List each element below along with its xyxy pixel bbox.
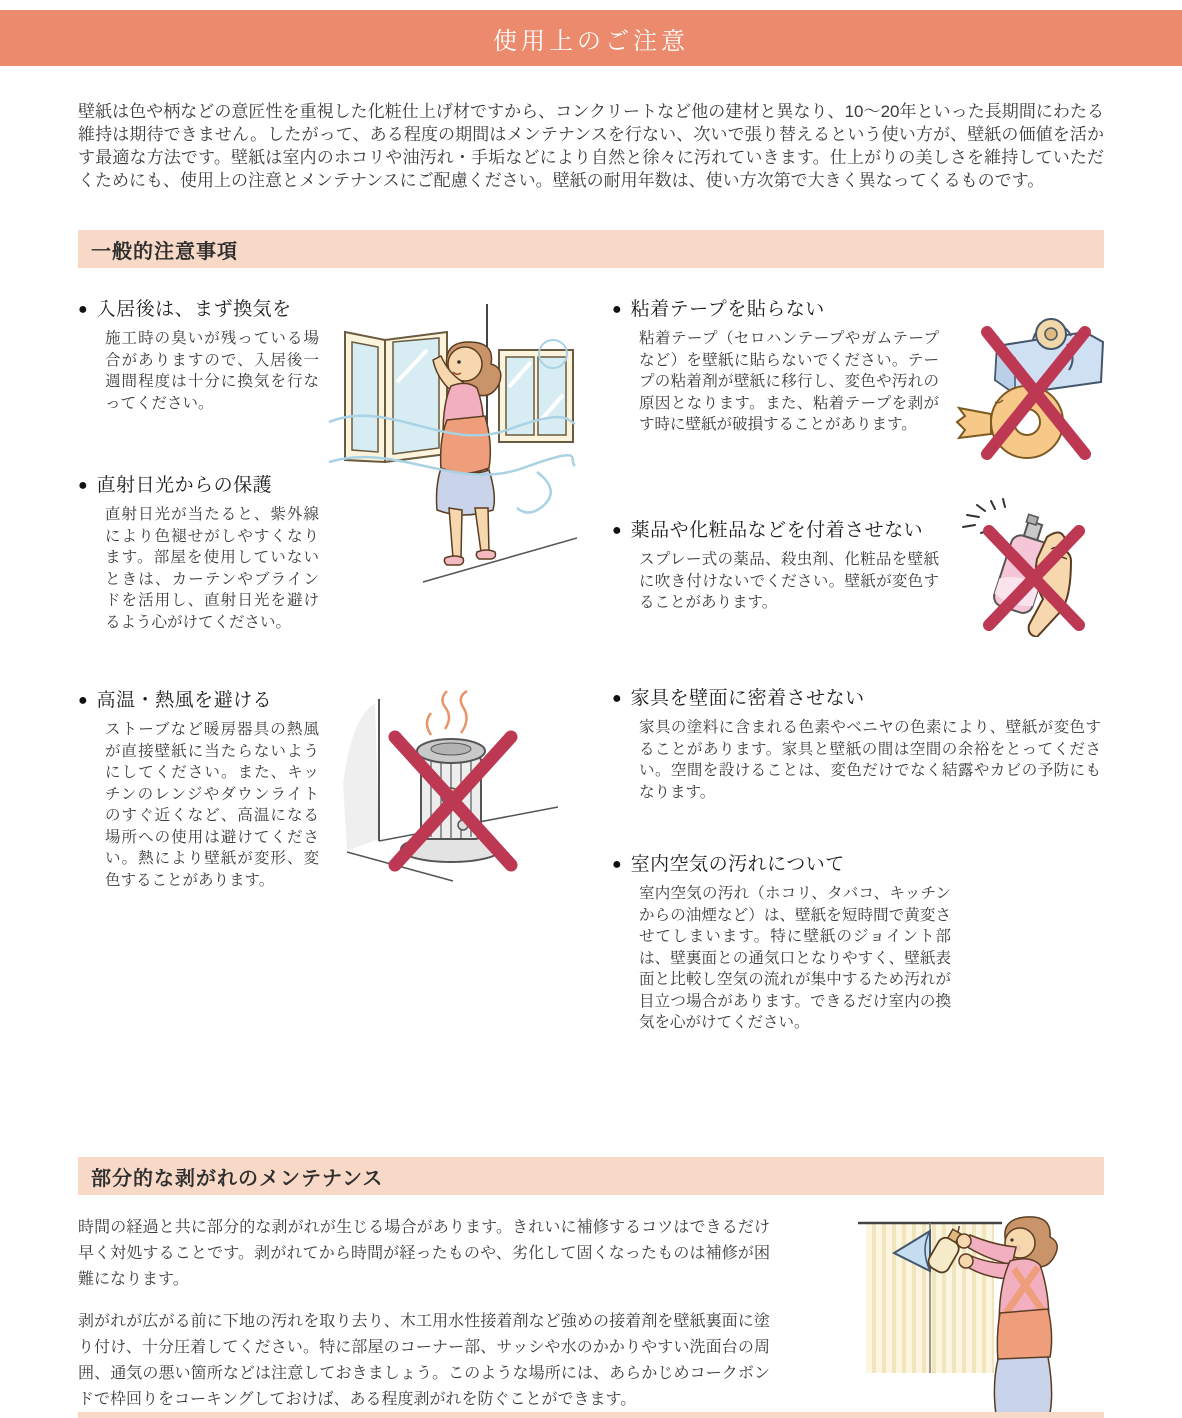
bullet-icon: ●: [612, 856, 622, 873]
item-title: 入居後は、まず換気を: [96, 299, 292, 320]
item-furniture: [612, 683, 1104, 803]
section-heading-maintenance-label: 部分的な剥がれのメンテナンス: [91, 1167, 384, 1190]
item-heat: [78, 685, 319, 891]
bullet-icon: ●: [612, 522, 622, 539]
item-title: 家具を壁面に密着させない: [630, 688, 865, 709]
item-indoor-air: [612, 849, 951, 1034]
item-body: ストーブなど暖房器具の熱風が直接壁紙に当たらないようにしてください。また、キッチンのレンジやダウンライトのすぐ近くなど、高温になる場所への使用は避けてください。熱により壁紙が変形、変色することがあります。: [105, 721, 319, 889]
bullet-icon: ●: [78, 477, 88, 494]
item-body: 室内空気の汚れ（ホコリ、タバコ、キッチンからの油煙など）は、壁紙を短時間で黄変させてしまいます。特に壁紙のジョイント部は、壁裏面との通気口となりやすく、壁紙表面と比較し空気の流れが集中するため汚れが目立つ場合があります。できるだけ室内の換気を心がけてください。: [639, 885, 951, 1031]
page-title: 使用上のご注意: [493, 27, 689, 55]
section-heading-maintenance: [78, 1157, 1104, 1195]
window-ventilation-illustration: [327, 302, 577, 607]
item-adhesive-tape: [612, 294, 939, 436]
item-chemicals: [612, 515, 939, 614]
maintenance-content: [78, 1215, 1104, 1418]
item-sunlight: [78, 470, 319, 633]
intro-paragraph: 壁紙は色や柄などの意匠性を重視した化粧仕上げ材ですから、コンクリートなど他の建材と異なり、10～20年といった長期間にわたる維持は期待できません。したがって、ある程度の期間はメンテナンスを行ない、次いで張り替えるという使い方が、壁紙の価値を活かす最適な方法です。壁紙は室内のホコリや油汚れ・手垢などにより自然と徐々に汚れていきます。仕上がりの美しさを維持していただくためにも、使用上の注意とメンテナンスにご配慮ください。壁紙の耐用年数は、使い方次第で大きく異なってくるものです。: [78, 102, 1104, 190]
maintenance-paragraph-1: 時間の経過と共に部分的な剥がれが生じる場合があります。きれいに補修するコツはできるだけ早く対処することです。剥がれてから時間が経ったものや、劣化して固くなったものは補修が困難になります。: [78, 1219, 770, 1288]
item-title: 粘着テープを貼らない: [630, 299, 825, 320]
item-body: スプレー式の薬品、殺虫剤、化粧品を壁紙に吹き付けないでください。壁紙が変色することがあります。: [639, 551, 939, 611]
general-columns: [78, 270, 1104, 1117]
item-ventilation: [78, 294, 319, 414]
page-title-banner: [0, 10, 1182, 66]
general-column-right: [612, 270, 1104, 1117]
bullet-icon: ●: [612, 301, 622, 318]
item-title: 室内空気の汚れについて: [630, 854, 845, 875]
bullet-icon: ●: [612, 690, 622, 707]
bullet-icon: ●: [78, 301, 88, 318]
item-body: 直射日光が当たると、紫外線により色褪せがしやすくなります。部屋を使用していないときは、カーテンやブラインドを活用し、直射日光を避けるよう心がけてください。: [105, 506, 319, 631]
maintenance-paragraph-2: 剥がれが広がる前に下地の汚れを取り去り、木工用水性接着剤など強めの接着剤を壁紙裏面に塗り付け、十分圧着してください。特に部屋のコーナー部、サッシや水のかかりやすい洗面台の周囲、通気の悪い箇所などは注意しておきましょう。このような場所には、あらかじめコークボンドで枠回りをコーキングしておけば、ある程度剥がれを防ぐことができます。: [78, 1313, 770, 1408]
item-body: 施工時の臭いが残っている場合がありますので、入居後一週間程度は十分に換気を行なってください。: [105, 330, 319, 412]
bullet-icon: ●: [78, 692, 88, 709]
item-body: 家具の塗料に含まれる色素やベニヤの色素により、壁紙が変色することがあります。家具と壁紙の間は空間の余裕をとってください。空間を設けることは、変色だけでなく結露やカビの予防にもなります。: [639, 719, 1101, 801]
heater-prohibited-illustration: [333, 689, 563, 884]
section-heading-general-label: 一般的注意事項: [91, 240, 238, 263]
section-heading-general: [78, 230, 1104, 268]
page-content: [0, 100, 1182, 1418]
general-column-left: [78, 270, 584, 1117]
item-body: 粘着テープ（セロハンテープやガムテープなど）を壁紙に貼らないでください。テープの粘着剤が壁紙に移行し、変色や汚れの原因となります。また、粘着テープを剥がす時に壁紙が破損することがあります。: [639, 330, 939, 433]
item-title: 直射日光からの保護: [96, 475, 273, 496]
spray-prohibited-illustration: [951, 497, 1101, 637]
item-title: 薬品や化粧品などを付着させない: [630, 520, 924, 541]
wallpaper-repair-illustration: [842, 1209, 1104, 1418]
tape-prohibited-illustration: [945, 304, 1110, 469]
item-title: 高温・熱風を避ける: [96, 690, 273, 711]
next-section-bar-fragment: [78, 1412, 1104, 1418]
